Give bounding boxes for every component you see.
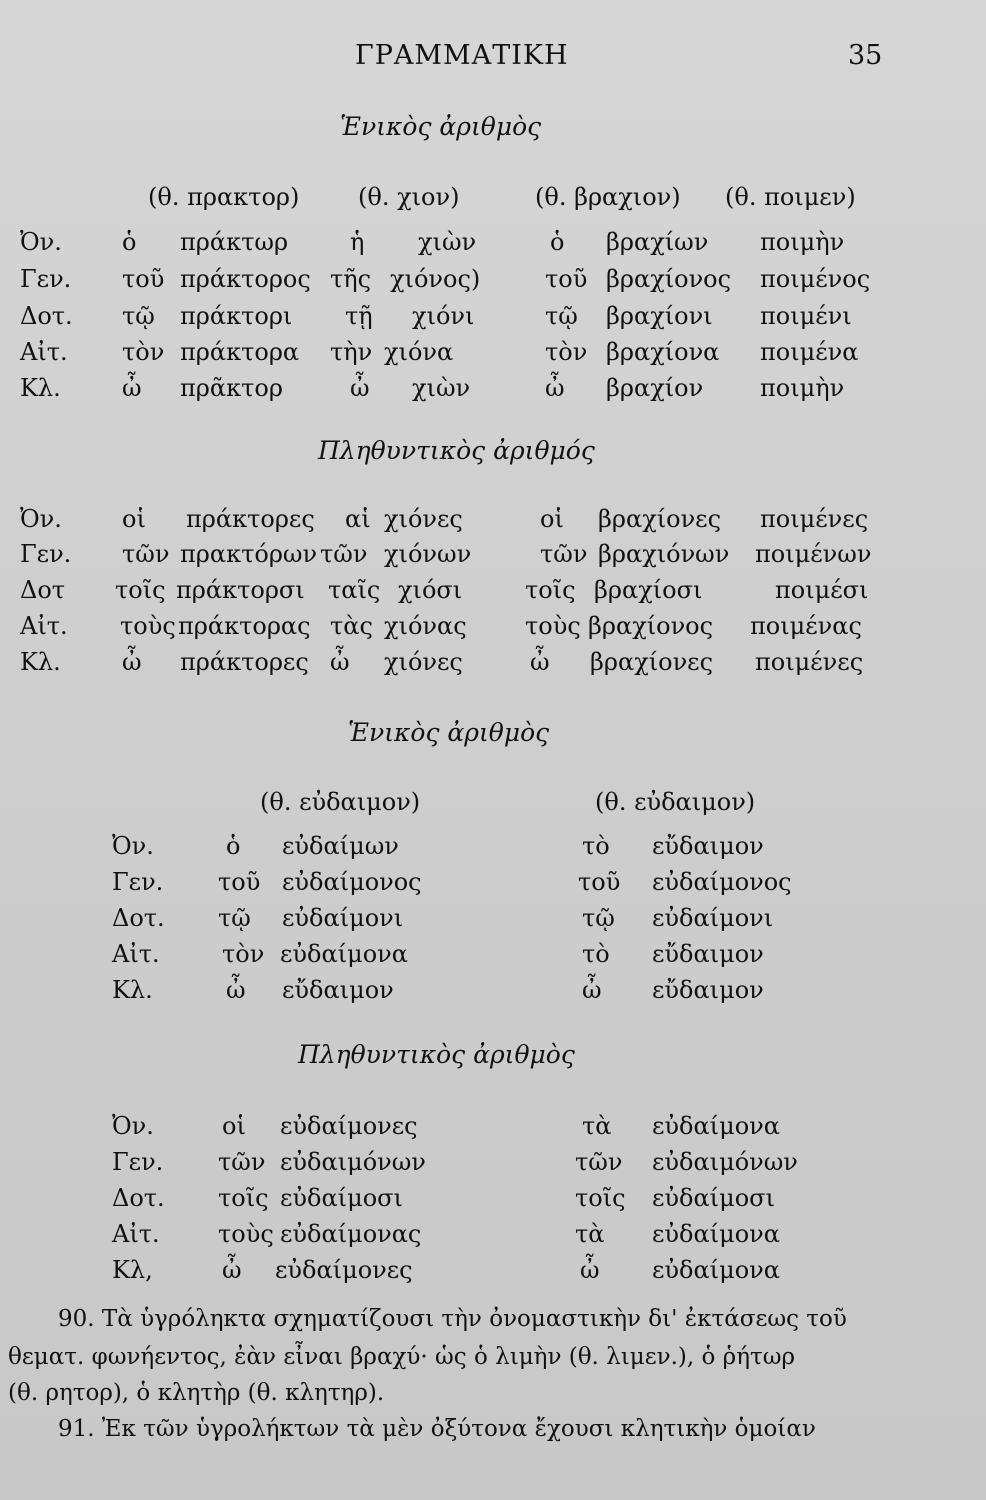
- word-form: ποιμένας: [750, 612, 862, 640]
- word-form: βραχίων: [606, 228, 709, 256]
- word-form: εὐδαίμονος: [282, 868, 422, 896]
- word-form: πράκτορες: [180, 648, 309, 676]
- stem-label: (θ. χιον): [358, 183, 460, 211]
- case-label: Αἰτ.: [112, 1220, 160, 1248]
- word-form: εὔδαιμον: [652, 940, 764, 968]
- article: τῇ: [345, 302, 373, 330]
- word-form: χιόνα: [384, 338, 454, 366]
- word-form: πράκτωρ: [180, 228, 289, 256]
- stem-label: (θ. βραχιον): [535, 183, 681, 211]
- word-form: χιόσι: [398, 576, 463, 604]
- word-form: βραχίονος: [588, 612, 714, 640]
- article: τῶν: [540, 540, 588, 568]
- word-form: εὐδαίμοσι: [652, 1184, 775, 1212]
- word-form: εὔδαιμον: [282, 976, 394, 1004]
- article: ὦ: [530, 648, 550, 676]
- section1-plural-heading: Πληθυντικὸς ἀριθμός: [318, 436, 595, 465]
- word-form: πράκτορι: [180, 302, 293, 330]
- word-form: πράκτορσι: [176, 576, 305, 604]
- article: τὸ: [582, 832, 610, 860]
- section2-singular-heading: Ἑνικὸς ἀριθμὸς: [348, 718, 550, 747]
- word-form: εὐδαίμονι: [652, 904, 774, 932]
- word-form: πράκτορα: [180, 338, 300, 366]
- word-form: ποιμέσι: [775, 576, 869, 604]
- case-label: Ὀν.: [20, 505, 62, 533]
- case-label: Ὀν.: [112, 832, 154, 860]
- section2-plural-heading: Πληθυντικὸς ἀριθμὸς: [298, 1040, 575, 1069]
- word-form: χιόνων: [384, 540, 472, 568]
- word-form: βραχιόνων: [598, 540, 730, 568]
- article: ὦ: [350, 374, 370, 402]
- case-label: Ὀν.: [20, 228, 62, 256]
- word-form: βραχίονι: [606, 302, 713, 330]
- article: τοῖς: [575, 1184, 626, 1212]
- paragraph-90-line: (θ. ρητορ), ὁ κλητὴρ (θ. κλητηρ).: [8, 1380, 385, 1406]
- word-form: βραχίονα: [606, 338, 720, 366]
- article: τὰ: [582, 1112, 612, 1140]
- article: τῷ: [545, 302, 578, 330]
- case-label: Κλ.: [112, 976, 153, 1004]
- article: οἱ: [122, 505, 146, 533]
- word-form: βραχίοσι: [594, 576, 703, 604]
- paragraph-90-line: θεματ. φωνήεντος, ἐὰν εἶναι βραχύ· ὡς ὁ λιμὴν (θ. λιμεν.), ὁ ῥήτωρ: [8, 1344, 795, 1370]
- paragraph-90-line: 90. Τὰ ὑγρόληκτα σχηματίζουσι τὴν ὀνομαστικὴν δι' ἐκτάσεως τοῦ: [58, 1306, 847, 1332]
- word-form: χιόνι: [412, 302, 475, 330]
- article: ὦ: [122, 648, 142, 676]
- article: τὸν: [222, 940, 265, 968]
- word-form: βραχίονος: [606, 265, 732, 293]
- word-form: εὐδαίμονα: [652, 1112, 780, 1140]
- article: τοῖς: [218, 1184, 269, 1212]
- case-label: Δοτ.: [112, 904, 165, 932]
- section1-singular-heading: Ἑνικὸς ἀριθμὸς: [340, 112, 542, 141]
- word-form: χιόνας: [384, 612, 467, 640]
- word-form: εὔδαιμον: [652, 832, 764, 860]
- case-label: Γεν.: [20, 265, 72, 293]
- case-label: Γεν.: [20, 540, 72, 568]
- article: τὰ: [575, 1220, 605, 1248]
- article: ταῖς: [328, 576, 381, 604]
- word-form: εὐδαιμόνων: [652, 1148, 798, 1176]
- article: τῷ: [582, 904, 615, 932]
- article: τὸν: [545, 338, 588, 366]
- article: τῶν: [218, 1148, 266, 1176]
- word-form: βραχίον: [606, 374, 704, 402]
- article: ὦ: [580, 1256, 600, 1284]
- stem-label: (θ. ποιμεν): [725, 183, 856, 211]
- article: τῶν: [575, 1148, 623, 1176]
- word-form: ποιμένες: [760, 505, 869, 533]
- stem-label: (θ. εὐδαιμον): [260, 788, 421, 816]
- word-form: εὐδαίμονος: [652, 868, 792, 896]
- case-label: Ὀν.: [112, 1112, 154, 1140]
- article: ὁ: [122, 228, 137, 256]
- article: τῶν: [320, 540, 368, 568]
- case-label: Κλ.: [20, 374, 61, 402]
- word-form: χιόνες: [384, 505, 463, 533]
- article: ὦ: [226, 976, 246, 1004]
- article: ὦ: [582, 976, 602, 1004]
- article: τὰς: [330, 612, 373, 640]
- case-label: Κλ,: [112, 1256, 153, 1284]
- article: τοῦ: [218, 868, 261, 896]
- word-form: ποιμὴν: [760, 374, 845, 402]
- word-form: πρακτόρων: [180, 540, 318, 568]
- article: ὦ: [122, 374, 142, 402]
- article: ὁ: [550, 228, 565, 256]
- word-form: πρᾶκτορ: [180, 374, 283, 402]
- article: τοὺς: [120, 612, 176, 640]
- article: τοῦ: [122, 265, 165, 293]
- word-form: εὔδαιμον: [652, 976, 764, 1004]
- case-label: Γεν.: [112, 868, 164, 896]
- word-form: εὐδαίμονες: [275, 1256, 413, 1284]
- word-form: εὐδαίμων: [282, 832, 399, 860]
- word-form: εὐδαίμονας: [280, 1220, 422, 1248]
- article: ἡ: [350, 228, 365, 256]
- word-form: πράκτορες: [186, 505, 315, 533]
- case-label: Κλ.: [20, 648, 61, 676]
- case-label: Αἰτ.: [112, 940, 160, 968]
- word-form: ποιμένα: [760, 338, 859, 366]
- word-form: χιόνες: [384, 648, 463, 676]
- article: τοῖς: [115, 576, 166, 604]
- word-form: εὐδαίμονα: [652, 1256, 780, 1284]
- article: τοὺς: [525, 612, 581, 640]
- article: τὴν: [330, 338, 373, 366]
- case-label: Αἰτ.: [20, 612, 68, 640]
- article: οἱ: [540, 505, 564, 533]
- article: τῶν: [122, 540, 170, 568]
- case-label: Δοτ.: [20, 302, 73, 330]
- article: τοὺς: [218, 1220, 274, 1248]
- word-form: χιόνος): [390, 265, 481, 293]
- case-label: Δοτ.: [112, 1184, 165, 1212]
- paragraph-91-line: 91. Ἐκ τῶν ὑγρολήκτων τὰ μὲν ὀξύτονα ἔχουσι κλητικὴν ὁμοίαν: [58, 1416, 816, 1442]
- case-label: Αἰτ.: [20, 338, 68, 366]
- page-title: ΓΡΑΜΜΑΤΙΚΗ: [355, 40, 569, 71]
- word-form: ποιμένος: [760, 265, 871, 293]
- article: τῆς: [330, 265, 372, 293]
- word-form: εὐδαίμοσι: [280, 1184, 403, 1212]
- word-form: εὐδαίμονα: [280, 940, 408, 968]
- case-label: Δοτ: [20, 576, 66, 604]
- article: τοῖς: [525, 576, 576, 604]
- article: τοῦ: [545, 265, 588, 293]
- word-form: εὐδαίμονι: [282, 904, 404, 932]
- article: τῷ: [122, 302, 155, 330]
- word-form: ποιμένες: [755, 648, 864, 676]
- article: ὦ: [545, 374, 565, 402]
- stem-label: (θ. πρακτορ): [148, 183, 300, 211]
- article: οἱ: [222, 1112, 246, 1140]
- case-label: Γεν.: [112, 1148, 164, 1176]
- word-form: χιὼν: [418, 228, 477, 256]
- word-form: βραχίονες: [598, 505, 722, 533]
- article: αἱ: [345, 505, 371, 533]
- word-form: εὐδαιμόνων: [280, 1148, 426, 1176]
- word-form: πράκτορος: [180, 265, 311, 293]
- article: τῷ: [218, 904, 251, 932]
- page-number: 35: [848, 40, 883, 71]
- article: τὸ: [582, 940, 610, 968]
- article: τὸν: [122, 338, 165, 366]
- article: ὦ: [330, 648, 350, 676]
- article: ὦ: [222, 1256, 242, 1284]
- article: τοῦ: [578, 868, 621, 896]
- word-form: ποιμένι: [760, 302, 852, 330]
- word-form: ποιμένων: [755, 540, 872, 568]
- word-form: εὐδαίμονες: [280, 1112, 418, 1140]
- article: ὁ: [226, 832, 241, 860]
- word-form: εὐδαίμονα: [652, 1220, 780, 1248]
- word-form: χιὼν: [412, 374, 471, 402]
- stem-label: (θ. εὐδαιμον): [595, 788, 756, 816]
- word-form: πράκτορας: [178, 612, 311, 640]
- word-form: ποιμὴν: [760, 228, 845, 256]
- word-form: βραχίονες: [590, 648, 714, 676]
